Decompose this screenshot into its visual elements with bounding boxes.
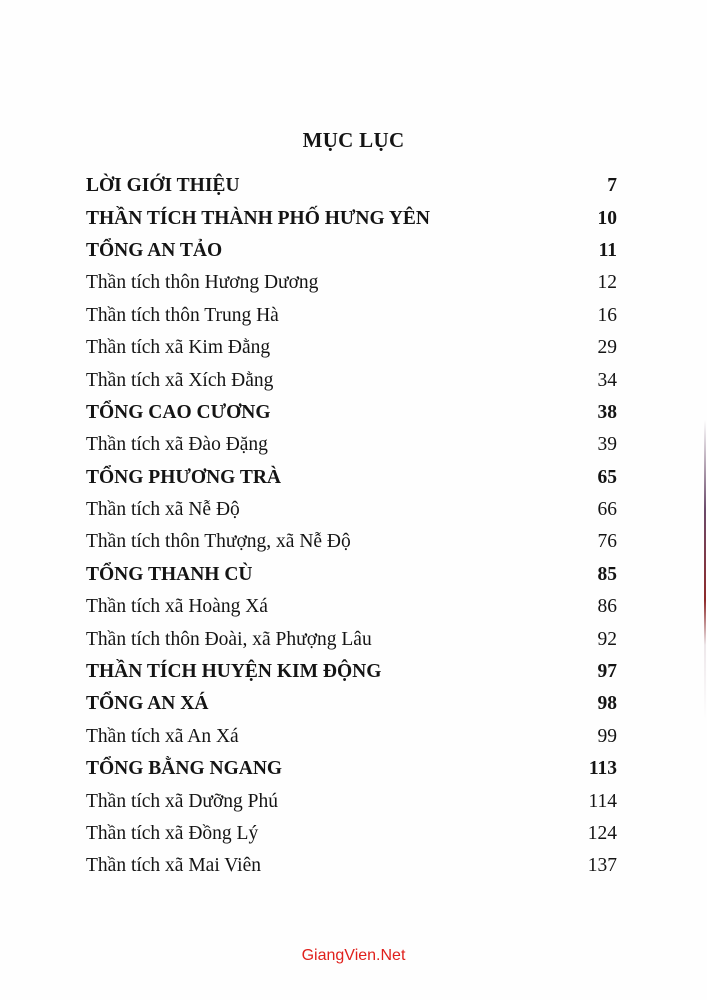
toc-heading-row[interactable] — [86, 656, 617, 688]
toc-page-number: 29 — [597, 337, 617, 359]
toc-page-number: 98 — [597, 693, 617, 715]
toc-entry-label: LỜI GIỚI THIỆU — [86, 175, 240, 197]
toc-entry-label: Thần tích xã Nễ Độ — [86, 499, 240, 521]
toc-entry-label: Thần tích thôn Thượng, xã Nễ Độ — [86, 531, 351, 553]
toc-entry-label: Thần tích xã Dưỡng Phú — [86, 790, 279, 812]
toc-entry-label: TỔNG THANH CÙ — [86, 563, 253, 585]
toc-entry-label: TỔNG AN XÁ — [86, 693, 209, 715]
toc-page-number: 97 — [597, 661, 617, 683]
toc-page-number: 11 — [598, 239, 617, 261]
toc-entry-label: TỔNG AN TẢO — [86, 239, 223, 261]
toc-entry-row[interactable] — [86, 591, 617, 623]
toc-page-number: 76 — [597, 531, 617, 553]
toc-entry-label: THẦN TÍCH THÀNH PHỐ HƯNG YÊN — [86, 207, 430, 229]
toc-entry-row[interactable] — [86, 267, 617, 299]
toc-page-number: 86 — [597, 596, 617, 618]
toc-entry-label: TỔNG CAO CƯƠNG — [86, 401, 271, 423]
toc-entry-row[interactable] — [86, 818, 617, 850]
toc-entry-row[interactable] — [86, 332, 617, 364]
toc-heading-row[interactable] — [86, 753, 617, 785]
toc-page-number: 124 — [587, 823, 617, 844]
toc-page-number: 113 — [588, 758, 617, 780]
toc-entry-row[interactable] — [86, 300, 617, 332]
toc-heading-row[interactable] — [86, 462, 617, 494]
toc-entry-label: Thần tích xã Mai Viên — [86, 855, 262, 877]
page-edge-shadow — [704, 420, 706, 720]
toc-page-number: 16 — [597, 304, 617, 326]
toc-page-number: 7 — [607, 175, 617, 197]
toc-page-number: 12 — [597, 272, 617, 294]
toc-entry-label: TỔNG PHƯƠNG TRÀ — [86, 466, 282, 488]
toc-entry-label: Thần tích thôn Hương Dương — [86, 272, 319, 294]
toc-entry-row[interactable] — [86, 429, 617, 461]
toc-entry-label: Thần tích thôn Đoài, xã Phượng Lâu — [86, 628, 372, 650]
toc-entry-label: Thần tích xã Hoàng Xá — [86, 596, 268, 618]
toc-entry-label: Thần tích xã Đồng Lý — [86, 823, 259, 844]
toc-page-number: 137 — [587, 855, 617, 877]
toc-entry-row[interactable] — [86, 494, 617, 526]
toc-entry-label: Thần tích xã Kim Đằng — [86, 337, 271, 359]
toc-entry-label: Thần tích xã Đào Đặng — [86, 434, 268, 456]
toc-page-number: 10 — [597, 207, 617, 229]
toc-page-number: 99 — [597, 725, 617, 747]
toc-page-number: 92 — [597, 628, 617, 650]
toc-entry-label: Thần tích xã An Xá — [86, 725, 239, 747]
toc-entry-label: Thần tích xã Xích Đằng — [86, 369, 274, 391]
toc-page-number: 66 — [597, 499, 617, 521]
toc-entry-label: TỔNG BẰNG NGANG — [86, 758, 283, 780]
toc-page-number: 85 — [597, 563, 617, 585]
watermark[interactable]: GiangVien.Net — [301, 947, 406, 964]
toc-page-number: 38 — [597, 401, 617, 423]
toc-heading-row[interactable] — [86, 397, 617, 429]
toc-heading-row[interactable] — [86, 235, 617, 267]
toc-entry-label: THẦN TÍCH HUYỆN KIM ĐỘNG — [86, 661, 382, 683]
toc-entry-row[interactable] — [86, 721, 617, 753]
toc-heading-row[interactable] — [86, 688, 617, 720]
toc-entry-label: Thần tích thôn Trung Hà — [86, 304, 279, 326]
toc-heading-row[interactable] — [86, 559, 617, 591]
toc-heading-row[interactable] — [86, 202, 617, 234]
toc-entry-row[interactable] — [86, 850, 617, 882]
toc-heading-row[interactable] — [86, 170, 617, 202]
table-of-contents — [86, 170, 617, 883]
toc-page-number: 39 — [597, 434, 617, 456]
page-title: MỤC LỤC — [302, 128, 405, 152]
toc-entry-row[interactable] — [86, 526, 617, 558]
toc-page-number: 34 — [597, 369, 617, 391]
toc-entry-row[interactable] — [86, 623, 617, 655]
toc-entry-row[interactable] — [86, 785, 617, 817]
toc-entry-row[interactable] — [86, 364, 617, 396]
toc-page-number: 114 — [588, 790, 617, 812]
toc-page-number: 65 — [597, 466, 617, 488]
